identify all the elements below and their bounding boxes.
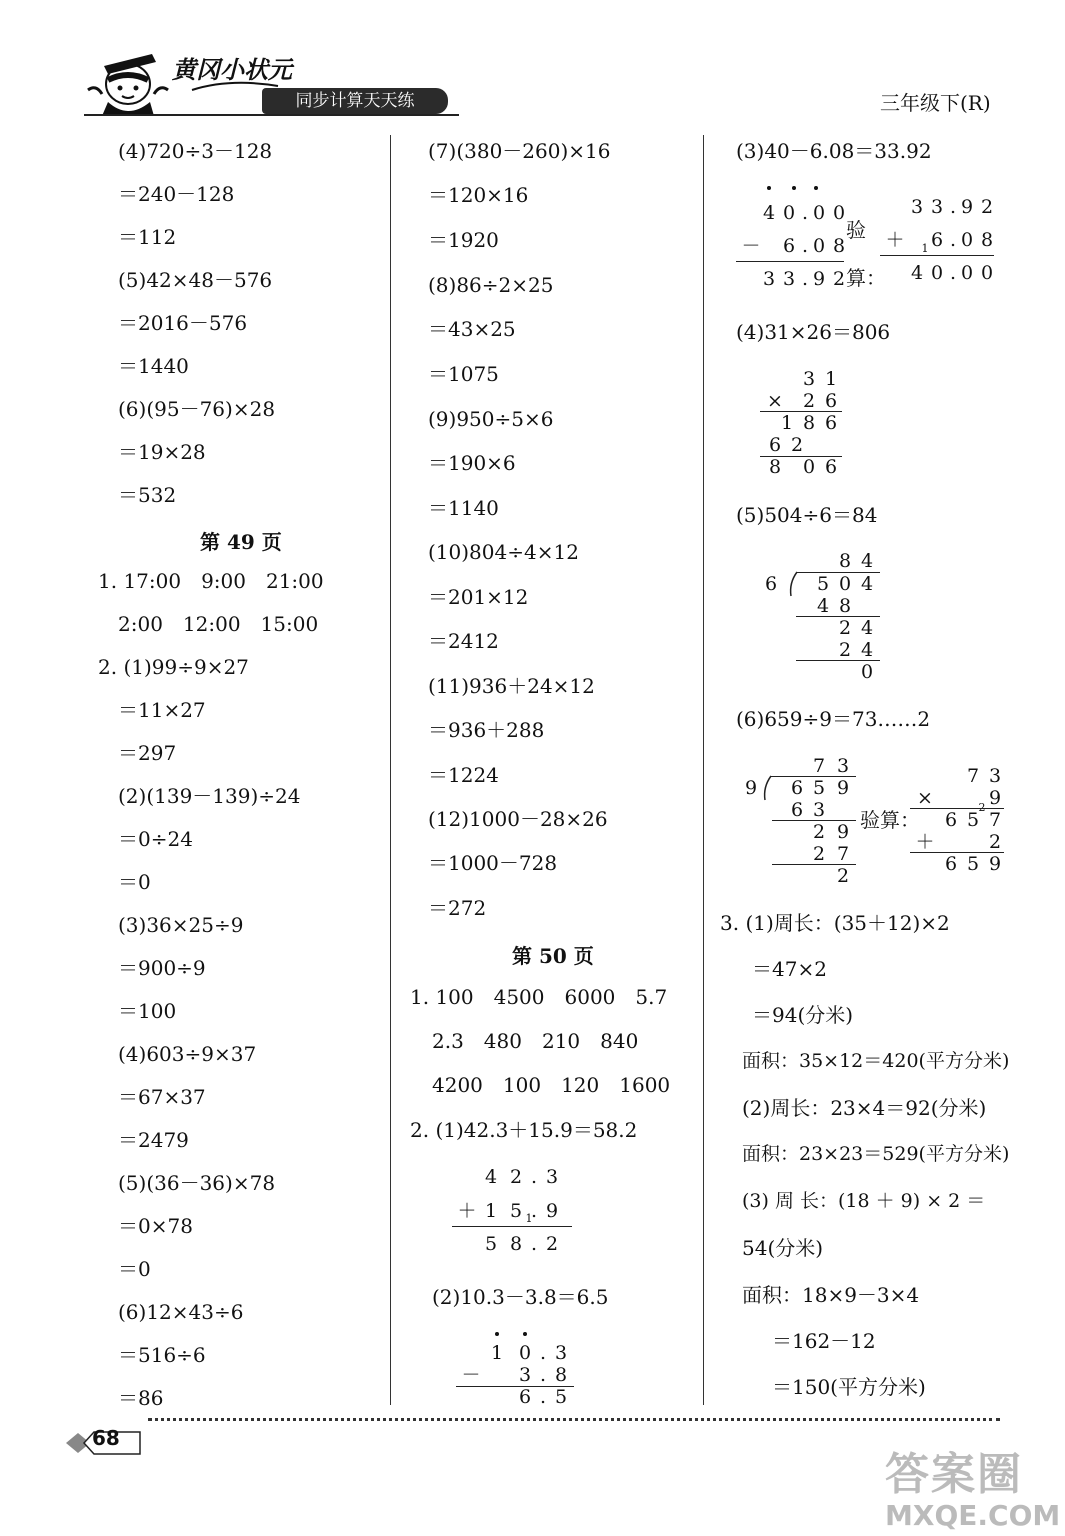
text-line: (6)12×43÷6 — [118, 1300, 244, 1324]
text-line: (3)36×25÷9 — [118, 913, 244, 937]
digit: 8 — [838, 550, 852, 572]
digit: 6 — [518, 1386, 532, 1408]
borrow-dot — [523, 1332, 527, 1336]
text-line: (10)804÷4×12 — [428, 540, 579, 564]
text-line: (7)(380－260)×16 — [428, 139, 611, 163]
digit: × — [917, 787, 933, 809]
text-line: ＝150(平方分米) — [772, 1375, 926, 1399]
carry-mark: 1 — [921, 242, 929, 255]
watermark-text: 答案圈 — [885, 1449, 1023, 1500]
text-line: 2. (1)99÷9×27 — [98, 655, 249, 679]
digit: 1 — [484, 1200, 498, 1222]
digit: 1 — [490, 1342, 504, 1364]
carry-mark: 1 — [525, 1212, 533, 1225]
text-line: (5)42×48－576 — [118, 268, 273, 292]
text-line: ＝936＋288 — [428, 718, 545, 742]
digit: 2 — [836, 865, 850, 887]
digit: 2 — [980, 196, 994, 218]
digit: . — [801, 202, 809, 224]
digit: ＋ — [915, 831, 935, 853]
digit: 9 — [988, 853, 1002, 875]
digit: 9 — [812, 268, 826, 290]
digit: 5 — [966, 809, 980, 831]
text-line: ＝201×12 — [428, 585, 529, 609]
text-line: (3)40－6.08＝33.92 — [736, 139, 932, 163]
text-line: ＝100 — [118, 999, 177, 1023]
text-line: (4)31×26＝806 — [736, 320, 891, 344]
text-line: 面积：18×9－3×4 — [742, 1283, 920, 1307]
text-line: ＝516÷6 — [118, 1343, 206, 1367]
text-line: (2)周长：23×4＝92(分米) — [742, 1096, 987, 1120]
division-bracket-icon — [761, 775, 773, 801]
digit: 0 — [960, 229, 974, 251]
text-line: 面积：35×12＝420(平方分米) — [742, 1050, 1010, 1072]
digit: 8 — [768, 456, 782, 478]
text-line: ＝67×37 — [118, 1085, 206, 1109]
digit: 2 — [790, 434, 804, 456]
digit: . — [801, 268, 809, 290]
text-line: ＝2479 — [118, 1128, 189, 1152]
digit: 4 — [860, 573, 874, 595]
digit: 2 — [838, 639, 852, 661]
text-line: ＝47×2 — [752, 957, 827, 981]
text-line: (11)936＋24×12 — [428, 674, 595, 698]
sum-line — [880, 255, 994, 256]
digit: 6 — [790, 799, 804, 821]
digit: 0 — [802, 456, 816, 478]
text-line: 面积：23×23＝529(平方分米) — [742, 1143, 1010, 1165]
digit: . — [539, 1386, 547, 1408]
digit: 3 — [910, 196, 924, 218]
digit: 1 — [824, 368, 838, 390]
digit: 4 — [484, 1166, 498, 1188]
digit: 3 — [836, 755, 850, 777]
digit: . — [530, 1200, 538, 1222]
text-line: (4)603÷9×37 — [118, 1042, 257, 1066]
digit: 6 — [944, 809, 958, 831]
digit: 6 — [824, 456, 838, 478]
digit: 7 — [988, 809, 1002, 831]
borrow-dot — [767, 186, 771, 190]
digit: 2 — [812, 821, 826, 843]
digit: 3 — [762, 268, 776, 290]
section-heading: 第 50 页 — [512, 944, 594, 968]
text-line: ＝190×6 — [428, 451, 516, 475]
brand-title: 黄冈小状元 — [172, 56, 292, 84]
digit: . — [539, 1364, 547, 1386]
text-line: (9)950÷5×6 — [428, 407, 554, 431]
text-line: 1. 100 4500 6000 5.7 — [410, 985, 668, 1009]
text-line: ＝0 — [118, 1257, 151, 1281]
digit: . — [949, 229, 957, 251]
text-line: ＝162－12 — [772, 1329, 876, 1353]
digit: 9 — [744, 777, 758, 799]
text-line: ＝1224 — [428, 763, 499, 787]
digit: 2 — [988, 831, 1002, 853]
digit: 6 — [824, 412, 838, 434]
text-line: ＝272 — [428, 896, 487, 920]
digit: . — [949, 196, 957, 218]
digit: 6 — [944, 853, 958, 875]
digit: ＋ — [885, 229, 905, 251]
difference-line — [736, 261, 844, 262]
text-line: ＝0 — [118, 870, 151, 894]
digit: 3 — [988, 765, 1002, 787]
digit: 2 — [838, 617, 852, 639]
digit: 5 — [484, 1233, 498, 1255]
digit: 2 — [802, 390, 816, 412]
text-line: (2)10.3－3.8＝6.5 — [432, 1285, 609, 1309]
borrow-dot — [814, 186, 818, 190]
text-line: ＝43×25 — [428, 317, 516, 341]
digit: 0 — [930, 262, 944, 284]
digit: 6 — [790, 777, 804, 799]
text-line: 2:00 12:00 15:00 — [118, 612, 319, 636]
check-label: 验算： — [846, 218, 886, 290]
digit: 6 — [930, 229, 944, 251]
digit: 0 — [838, 573, 852, 595]
text-line: ＝900÷9 — [118, 956, 206, 980]
digit: 2 — [545, 1233, 559, 1255]
text-line: 1. 17:00 9:00 21:00 — [98, 569, 324, 593]
digit: × — [767, 390, 783, 412]
text-line: (5)504÷6＝84 — [736, 503, 878, 527]
text-line: (6)659÷9＝73……2 — [736, 707, 931, 731]
digit: ＋ — [457, 1200, 477, 1222]
digit: 0 — [518, 1342, 532, 1364]
digit: 3 — [930, 196, 944, 218]
borrow-dot — [495, 1332, 499, 1336]
digit: 6 — [768, 434, 782, 456]
carry-mark: 2 — [978, 801, 986, 814]
digit: 8 — [838, 595, 852, 617]
digit: 0 — [860, 661, 874, 683]
digit: 9 — [836, 777, 850, 799]
digit: 5 — [816, 573, 830, 595]
column-divider-2 — [703, 135, 704, 1405]
text-line: ＝240－128 — [118, 182, 235, 206]
digit: 2 — [812, 843, 826, 865]
digit: 8 — [802, 412, 816, 434]
text-line: ＝1920 — [428, 228, 499, 252]
digit: . — [530, 1233, 538, 1255]
digit: 3 — [782, 268, 796, 290]
digit: . — [801, 235, 809, 257]
footer-dotted-line — [148, 1418, 1000, 1421]
text-line: ＝2016－576 — [118, 311, 248, 335]
text-line: ＝19×28 — [118, 440, 206, 464]
digit: . — [539, 1342, 547, 1364]
text-line: 54(分米) — [742, 1236, 824, 1260]
digit: 6 — [764, 573, 778, 595]
digit: 2 — [832, 268, 846, 290]
digit: － — [461, 1364, 481, 1386]
text-line: 3. (1)周长：(35＋12)×2 — [720, 911, 950, 935]
digit: 5 — [812, 777, 826, 799]
digit: 5 — [509, 1200, 523, 1222]
digit: 5 — [966, 853, 980, 875]
digit: 7 — [966, 765, 980, 787]
text-line: (5)(36－36)×78 — [118, 1171, 276, 1195]
text-line: ＝1000－728 — [428, 851, 558, 875]
text-line: (12)1000－28×26 — [428, 807, 608, 831]
digit: 3 — [812, 799, 826, 821]
digit: 4 — [762, 202, 776, 224]
text-line: ＝11×27 — [118, 698, 206, 722]
digit: 3 — [802, 368, 816, 390]
digit: 9 — [988, 787, 1002, 809]
text-line: 2.3 480 210 840 — [432, 1029, 639, 1053]
digit: 8 — [980, 229, 994, 251]
digit: 5 — [554, 1386, 568, 1408]
text-line: 4200 100 120 1600 — [432, 1073, 671, 1097]
digit: 6 — [782, 235, 796, 257]
text-line: (3) 周 长：(18 ＋ 9) × 2 ＝ — [742, 1190, 986, 1212]
digit: 9 — [545, 1200, 559, 1222]
digit: 8 — [832, 235, 846, 257]
digit: 0 — [812, 235, 826, 257]
text-line: (4)720÷3－128 — [118, 139, 273, 163]
text-line: ＝1075 — [428, 362, 499, 386]
section-heading: 第 49 页 — [200, 530, 282, 554]
text-line: (8)86÷2×25 — [428, 273, 554, 297]
digit: 4 — [816, 595, 830, 617]
digit: 8 — [509, 1233, 523, 1255]
digit: 9 — [960, 196, 974, 218]
text-line: ＝297 — [118, 741, 177, 765]
digit: 4 — [860, 639, 874, 661]
watermark-url: MXQE.COM — [885, 1499, 1061, 1532]
text-line: ＝1140 — [428, 496, 499, 520]
text-line: ＝94(分米) — [752, 1003, 854, 1027]
text-line: ＝1440 — [118, 354, 189, 378]
text-line: ＝0÷24 — [118, 827, 193, 851]
sum-line — [452, 1226, 572, 1227]
text-line: (2)(139－139)÷24 — [118, 784, 301, 808]
digit: 0 — [832, 202, 846, 224]
digit: 4 — [860, 550, 874, 572]
digit: 9 — [836, 821, 850, 843]
text-line: ＝86 — [118, 1386, 164, 1410]
header-underline — [84, 114, 459, 116]
text-line: ＝0×78 — [118, 1214, 193, 1238]
digit: 8 — [554, 1364, 568, 1386]
digit: 6 — [824, 390, 838, 412]
digit: 3 — [518, 1364, 532, 1386]
page-number: 68 — [92, 1426, 120, 1450]
text-line: ＝112 — [118, 225, 177, 249]
digit: 2 — [509, 1166, 523, 1188]
digit: 3 — [554, 1342, 568, 1364]
digit: 4 — [910, 262, 924, 284]
text-line: (6)(95－76)×28 — [118, 397, 276, 421]
grade-label: 三年级下(R) — [880, 91, 991, 115]
digit: . — [530, 1166, 538, 1188]
digit: . — [949, 262, 957, 284]
digit: 7 — [812, 755, 826, 777]
division-bracket-icon — [787, 571, 799, 597]
check-label: 验算： — [860, 808, 920, 832]
mascot-icon — [78, 40, 178, 118]
digit: 1 — [780, 412, 794, 434]
text-line: ＝532 — [118, 483, 177, 507]
digit: 0 — [812, 202, 826, 224]
text-line: ＝120×16 — [428, 183, 529, 207]
digit: 0 — [782, 202, 796, 224]
borrow-dot — [792, 186, 796, 190]
digit: 0 — [960, 262, 974, 284]
series-badge: 同步计算天天练 — [262, 88, 448, 114]
watermark — [885, 1450, 1065, 1536]
digit: 0 — [980, 262, 994, 284]
text-line: ＝2412 — [428, 629, 499, 653]
digit: － — [741, 235, 761, 257]
column-divider-1 — [390, 135, 391, 1405]
digit: 4 — [860, 617, 874, 639]
digit: 7 — [836, 843, 850, 865]
digit: 3 — [545, 1166, 559, 1188]
text-line: 2. (1)42.3＋15.9＝58.2 — [410, 1118, 638, 1142]
